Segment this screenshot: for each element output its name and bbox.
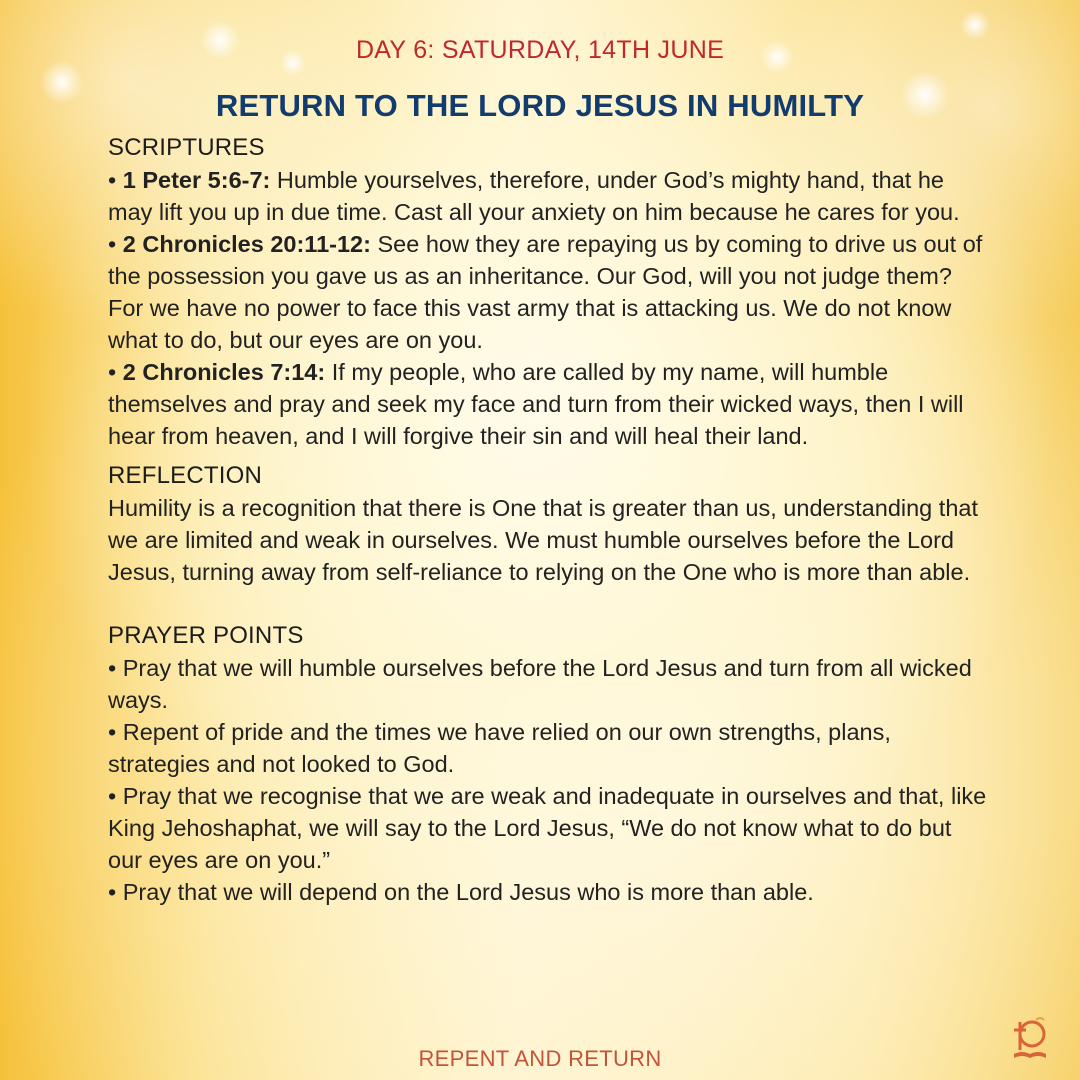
scripture-text: Humble yourselves, therefore, under God’s mighty hand, that he may lift you up in due time. Cast all your anxiety on him because he cares for you. <box>108 167 960 225</box>
scripture-text: If my people, who are called by my name, will humble themselves and pray and seek my face and turn from their wicked ways, then I will hear from heaven, and I will forgive their sin and will heal their land. <box>108 359 964 449</box>
scripture-item <box>108 164 988 228</box>
devotional-body <box>108 132 988 908</box>
reflection-text: Humility is a recognition that there is One that is greater than us, understanding that we are limited and weak in ourselves. We must humble ourselves before the Lord Jesus, turning away from self-reliance to relying on the One who is more than able. <box>108 495 978 585</box>
scripture-item <box>108 228 988 356</box>
scripture-reference: 1 Peter 5:6-7: <box>122 167 271 193</box>
footer-tagline: REPENT AND RETURN <box>418 1046 662 1071</box>
prayer-point-item: • Pray that we recognise that we are weak and inadequate in ourselves and that, like King Jehoshaphat, we will say to the Lord Jesus, “We do not know what to do but our eyes are on you.” <box>108 783 987 873</box>
prayer-points-heading: PRAYER POINTS <box>108 622 304 649</box>
bullet: • <box>108 359 123 385</box>
reflection-heading: REFLECTION <box>108 462 263 489</box>
scripture-item <box>108 356 988 452</box>
prayer-point-item: • Repent of pride and the times we have relied on our own strengths, plans, strategies and not looked to God. <box>108 719 891 777</box>
church-logo-icon <box>1010 1016 1050 1062</box>
scripture-text: See how they are repaying us by coming to drive us out of the possession you gave us as an inheritance. Our God, will you not judge them? For we have no power to face this vast army that is attacking us. We do not know what to do, but our eyes are on you. <box>108 231 983 353</box>
prayer-point-item: • Pray that we will depend on the Lord Jesus who is more than able. <box>108 879 814 905</box>
scripture-reference: 2 Chronicles 7:14: <box>122 359 326 385</box>
spacer <box>108 588 988 620</box>
scriptures-heading: SCRIPTURES <box>108 134 265 161</box>
spacer <box>108 452 988 460</box>
scripture-reference: 2 Chronicles 20:11-12: <box>122 231 371 257</box>
bullet: • <box>108 167 123 193</box>
bullet: • <box>108 231 123 257</box>
page-title: RETURN TO THE LORD JESUS IN HUMILTY <box>215 88 865 123</box>
date-heading: DAY 6: SATURDAY, 14TH JUNE <box>355 36 725 64</box>
prayer-point-item: • Pray that we will humble ourselves before the Lord Jesus and turn from all wicked ways. <box>108 655 972 713</box>
